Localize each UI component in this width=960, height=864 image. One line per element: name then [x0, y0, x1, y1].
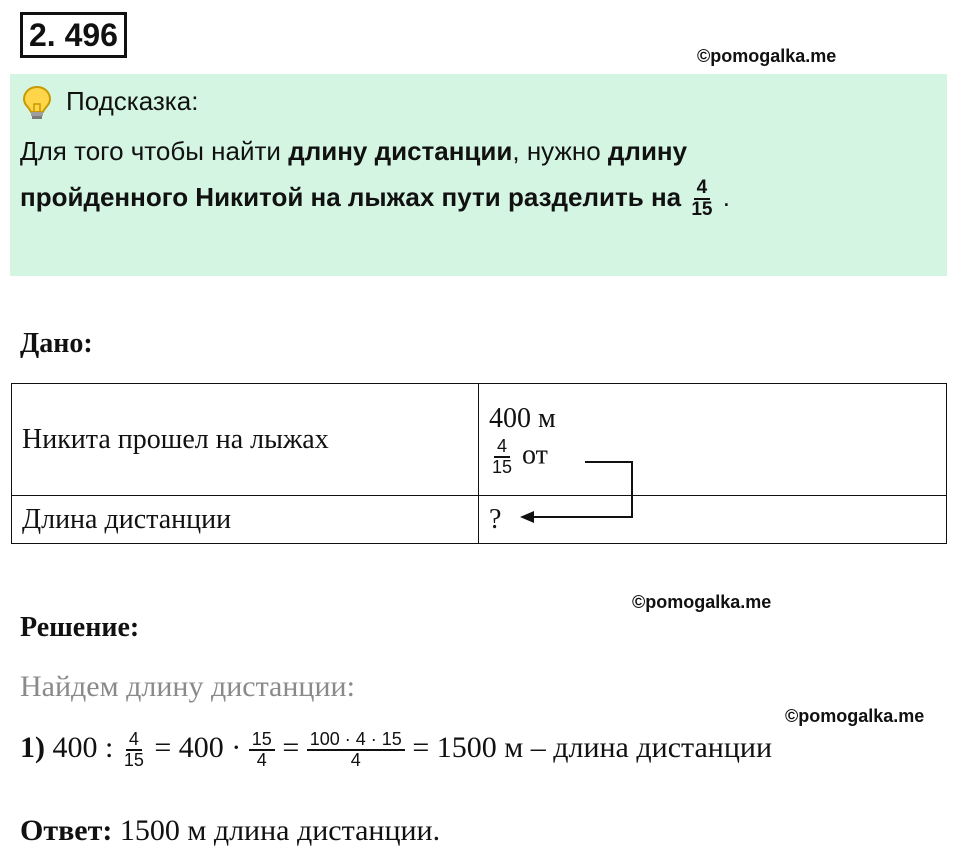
fraction-4-15: [121, 730, 147, 770]
row1-of: от: [522, 438, 548, 470]
row2-value: ?: [479, 496, 947, 544]
fraction-denominator: 4: [256, 749, 267, 770]
fraction-numerator: 15: [249, 730, 275, 751]
row1-value: 400 м: [489, 402, 556, 434]
given-heading: Дано:: [20, 328, 93, 359]
answer-label: Ответ:: [20, 814, 113, 847]
watermark: ©pomogalka.me: [697, 46, 837, 66]
step-number: 1): [20, 730, 45, 764]
watermark: ©pomogalka.me: [632, 592, 772, 612]
fraction-denominator: 15: [123, 749, 144, 770]
hint-title: Подсказка:: [66, 86, 199, 116]
step-text: = 1500 м – длина дистанции: [412, 730, 773, 764]
row2-label: Длина дистанции: [12, 496, 479, 544]
hint-bold: пройденного Никитой на лыжах пути разделить на: [20, 181, 682, 212]
hint-bold: длину дистанции: [288, 136, 513, 166]
fraction-numerator: 4: [494, 437, 510, 458]
hint-text: , нужно: [512, 136, 608, 166]
fraction-numerator: 100 · 4 · 15: [307, 730, 405, 751]
hint-period: .: [722, 181, 730, 212]
step-text: =: [282, 730, 300, 764]
fraction-numerator: 4: [126, 730, 142, 751]
step-text: = 400 ·: [154, 730, 242, 764]
fraction-product: [307, 730, 405, 770]
hint-text: Для того чтобы найти: [20, 136, 289, 166]
solution-step-1: [20, 730, 772, 770]
row1-label: Никита прошел на лыжах: [12, 384, 479, 496]
solution-intro: Найдем длину дистанции:: [20, 670, 355, 703]
fraction-15-4: [249, 730, 275, 770]
answer: [20, 814, 440, 848]
fraction-denominator: 15: [691, 198, 713, 220]
task-number: 2. 496: [20, 12, 127, 58]
watermark: ©pomogalka.me: [785, 706, 925, 726]
answer-text: 1500 м длина дистанции.: [119, 814, 441, 847]
step-text: 400 :: [52, 730, 114, 764]
fraction-numerator: 4: [694, 178, 711, 200]
fraction-denominator: 15: [492, 456, 513, 477]
solution-heading: Решение:: [20, 612, 140, 643]
hint-bold: длину: [607, 136, 688, 166]
fraction-denominator: 4: [350, 749, 361, 770]
